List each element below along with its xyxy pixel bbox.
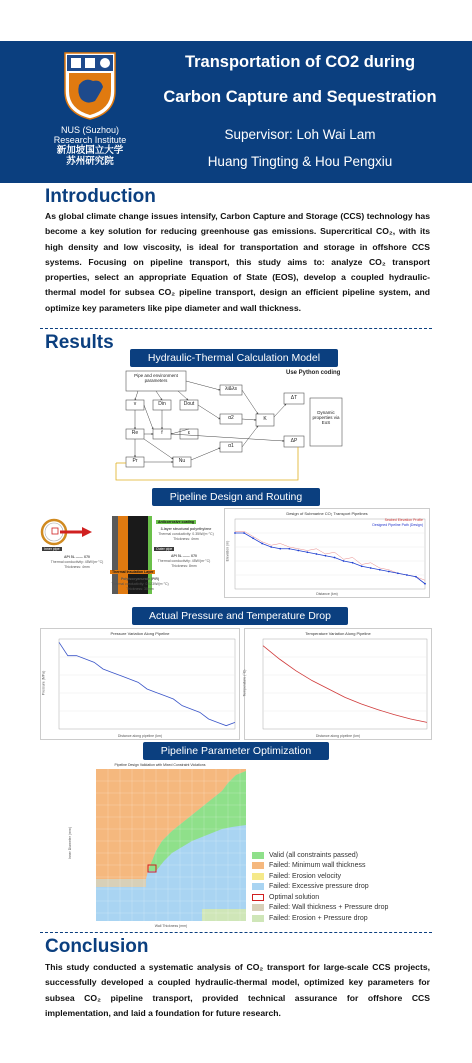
legend-item (252, 892, 412, 903)
legend-label: Failed: Minimum wall thickness (269, 862, 366, 870)
section-divider (40, 932, 432, 933)
temperature-xlabel: Distance along pipeline (km) (315, 734, 361, 738)
data-point (397, 572, 399, 574)
insulation-material: Polyisocyanurate (PIR) (120, 577, 160, 581)
routing-legend-2: Designed Pipeline Path (Design) (372, 523, 423, 527)
data-point (325, 555, 327, 557)
optimization-heatmap (68, 761, 248, 929)
inner-pipe-tag: Inner pipe (44, 547, 60, 551)
temperature-ylabel: Temperature (°C) (242, 669, 247, 697)
institute-logo (40, 51, 140, 181)
routing-legend-1: Seabed Elevation Profile (384, 518, 423, 522)
plot-frame (235, 519, 425, 589)
node-dout: Dout (183, 401, 195, 407)
pressure-chart-svg (41, 629, 241, 741)
legend-label: Optimal solution (269, 893, 320, 901)
inner-thickness: Thickness: 4mm (64, 565, 90, 569)
data-point (288, 548, 290, 550)
routing-chart (224, 508, 430, 598)
data-point (243, 532, 245, 534)
plot-frame (59, 639, 235, 729)
supervisor-text: Supervisor: Loh Wai Lam (224, 127, 376, 142)
introduction-text: As global climate change issues intensify, Carbon Capture and Storage (CCS) technology has become a key solution for reducing greenhouse gas emissions. Supercritical CO₂, with its high density and low viscosity, is ideal for transportation and storage in offshore CCS systems. Focusing on pipeline transport, this study aims to: analyze CO₂ transport properties, select an appropriate Equation of State (EOS), develop a coupled hydraulic-thermal model for subsea CO₂ pipeline transport, design an efficient pipeline system, and optimize key parameters like pipe diameter and wall thickness. (45, 211, 430, 313)
insulation-tag: Thermal Insulation Layer (112, 570, 154, 574)
routing-ylabel: Elevation (m) (225, 540, 230, 562)
data-point (234, 532, 236, 534)
legend-swatch (252, 862, 264, 869)
data-point (334, 557, 336, 559)
legend-swatch (252, 904, 264, 911)
introduction-heading: Introduction (45, 186, 156, 207)
data-point (252, 537, 254, 539)
node-lambda: λi&λs (225, 386, 237, 392)
data-point (370, 567, 372, 569)
poster-title-line-1: Transportation of CO2 during (184, 53, 416, 71)
insulation-thickness: Thickness: 30mm (126, 587, 154, 591)
results-heading: Results (45, 332, 114, 353)
node-nu: Nu (178, 458, 186, 464)
node-delta-p: ΔP (290, 438, 298, 444)
legend-swatch (252, 852, 264, 859)
heatmap-xlabel: Wall Thickness (mm) (154, 924, 188, 928)
heatmap-legend (252, 850, 412, 926)
logo-text-en-2: Research Institute (53, 135, 127, 145)
legend-label: Failed: Wall thickness + Pressure drop (269, 904, 389, 912)
legend-label: Valid (all constraints passed) (269, 851, 358, 859)
plot-frame (263, 639, 427, 729)
heatmap-svg (72, 761, 248, 929)
header-banner (0, 41, 472, 183)
authors-text: Huang Tingting & Hou Pengxiu (207, 154, 393, 169)
logo-text-en-1: NUS (Suzhou) (60, 125, 120, 135)
node-k: K (263, 416, 267, 422)
pressure-xlabel: Distance along pipeline (km) (117, 734, 163, 738)
data-point (297, 550, 299, 552)
legend-list (252, 850, 412, 924)
series-line-1 (235, 533, 425, 584)
legend-label: Failed: Excessive pressure drop (269, 883, 369, 891)
legend-item (252, 913, 412, 924)
legend-item (252, 871, 412, 882)
pipe-cross-section (40, 510, 218, 600)
legend-label: Failed: Erosion + Pressure drop (269, 914, 368, 922)
section-pill-optimization: Pipeline Parameter Optimization (143, 742, 329, 760)
data-point (379, 569, 381, 571)
legend-item (252, 861, 412, 872)
outer-pipe-tag: Outer pipe (156, 547, 173, 551)
legend-item (252, 882, 412, 893)
section-divider (40, 328, 432, 329)
routing-xlabel: Distance (km) (316, 592, 338, 596)
logo-text-cn-1: 新加坡国立大学 (56, 145, 124, 156)
insulation-conductivity: Thermal conductivity: 0.023W/(m·°C) (111, 582, 169, 586)
coating-conductivity: Thermal conductivity: 0.35W/(m·°C) (158, 532, 214, 536)
legend-swatch (252, 915, 264, 922)
node-alpha2: α2 (228, 415, 234, 421)
temperature-chart (244, 628, 432, 740)
temperature-chart-title: Temperature Variation Along Pipeline (305, 631, 371, 636)
data-point (261, 543, 263, 545)
outer-api: API 5L ―― X70 (170, 554, 197, 558)
legend-swatch (252, 873, 264, 880)
node-params-label: Pipe and environment parameters (134, 373, 178, 383)
series-line-0 (59, 642, 235, 725)
outer-thickness: Thickness: 8mm (171, 564, 197, 568)
inner-conductivity: Thermal conductivity: 45W/(m·°C) (50, 560, 104, 564)
heatmap-title: Pipeline Design Validation with Mixed Constraint Violations (114, 763, 206, 767)
temperature-chart-svg (245, 629, 433, 741)
data-point (388, 571, 390, 573)
pressure-ylabel: Pressure (MPa) (41, 670, 46, 696)
pressure-chart (40, 628, 240, 740)
node-delta-t: ΔT (290, 395, 298, 401)
data-point (352, 562, 354, 564)
coating-thickness: Thickness: 4mm (173, 537, 199, 541)
node-v: v (133, 401, 137, 407)
legend-item (252, 850, 412, 861)
data-point (316, 553, 318, 555)
section-pill-design: Pipeline Design and Routing (152, 488, 320, 506)
hydraulic-thermal-diagram (108, 368, 348, 484)
coating-tag: Anticorrosive coating (158, 520, 194, 524)
node-f: f (161, 430, 163, 436)
logo-text-cn-2: 苏州研究院 (66, 156, 114, 167)
pressure-chart-title: Pressure Variation Along Pipeline (110, 631, 170, 636)
legend-swatch (252, 894, 264, 901)
dynamic-properties-note: Dynamic properties via EoS (312, 410, 340, 425)
heatmap-ylabel: Inner Diameter (mm) (68, 826, 73, 860)
outer-conductivity: Thermal conductivity: 45W/(m·°C) (157, 559, 211, 563)
inner-api: API 5L ―― X70 (63, 555, 90, 559)
legend-item (252, 903, 412, 914)
data-point (343, 560, 345, 562)
node-alpha1: α1 (228, 443, 234, 449)
node-re: Re (131, 430, 139, 436)
data-point (424, 583, 426, 585)
data-point (306, 551, 308, 553)
poster-title-line-2: Carbon Capture and Sequestration (163, 88, 437, 106)
python-note: Use Python coding (286, 370, 341, 376)
node-din: Din (158, 401, 166, 407)
coating-material: 3-layer structural polyethylene (160, 527, 212, 531)
legend-swatch (252, 883, 264, 890)
node-eps: ε (187, 430, 191, 436)
data-point (361, 565, 363, 567)
routing-chart-title: Design of Submarine CO₂ Transport Pipelines (286, 511, 368, 516)
section-pill-drop: Actual Pressure and Temperature Drop (132, 607, 348, 625)
data-point (415, 576, 417, 578)
crest-icon (61, 51, 119, 121)
legend-label: Failed: Erosion velocity (269, 872, 341, 880)
section-pill-model: Hydraulic-Thermal Calculation Model (130, 349, 338, 367)
conclusion-heading: Conclusion (45, 936, 149, 957)
data-point (279, 548, 281, 550)
data-point (406, 574, 408, 576)
node-pr: Pr (132, 458, 138, 464)
data-point (270, 546, 272, 548)
conclusion-text: This study conducted a systematic analysis of CO₂ transport for large-scale CCS projects, successfully developed a coupled hydraulic-thermal model, optimized key parameters for subsea CO₂ pipeline transport, provided technical assurance for offshore CCS implementation, and laid a foundation for future research. (45, 962, 430, 1018)
